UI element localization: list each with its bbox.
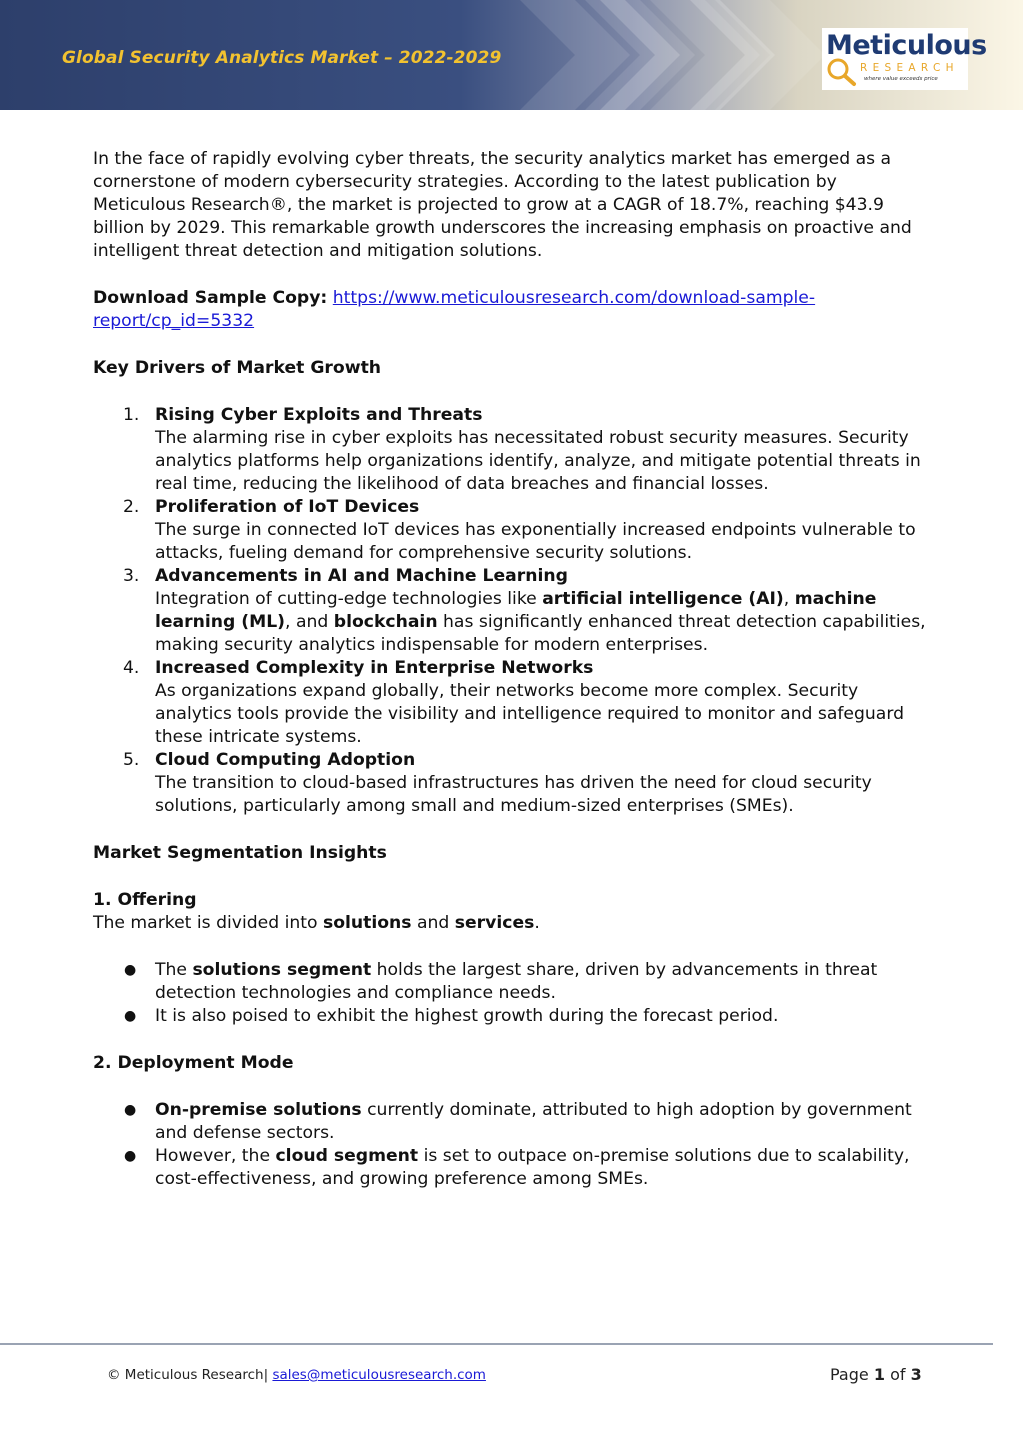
bullet-icon: ● — [124, 1102, 137, 1118]
driver-title: Rising Cyber Exploits and Threats — [155, 405, 483, 425]
document-body — [93, 148, 928, 1191]
page-number: Page 1 of 3 — [830, 1365, 922, 1384]
list-item: ● It is also poised to exhibit the highest growth during the forecast period. — [124, 1006, 779, 1026]
deployment-bullets — [93, 1099, 928, 1191]
footer-divider — [0, 1343, 993, 1345]
drivers-list — [93, 404, 928, 818]
download-sample-line — [93, 287, 928, 333]
driver-title: Cloud Computing Adoption — [155, 750, 416, 770]
driver-body: As organizations expand globally, their networks become more complex. Security analytics tools provide the visibility and intelligence required to monitor and safeguard these intricate systems. — [155, 681, 905, 747]
meticulous-research-logo — [822, 28, 987, 90]
magnifier-icon — [825, 57, 859, 87]
driver-body: The alarming rise in cyber exploits has necessitated robust security measures. Security analytics platforms help organizations identify, analyze, and mitigate potential threats in real time, reducing the likelihood of data breaches and financial losses. — [155, 428, 921, 494]
list-item: 3. Advancements in AI and Machine Learning Integration of cutting-edge technologies like artificial intelligence (AI), machine learning (ML), and blockchain has significantly enhanced threat detection capabilities, making security analytics indispensable for modern enterprises. — [123, 566, 926, 655]
list-item: ● On-premise solutions currently dominate, attributed to high adoption by government and defense sectors. — [124, 1100, 912, 1143]
driver-title: Proliferation of IoT Devices — [155, 497, 420, 517]
list-item: ● The solutions segment holds the largest share, driven by advancements in threat detection technologies and compliance needs. — [124, 960, 878, 1003]
list-item: 4. Increased Complexity in Enterprise Networks As organizations expand globally, their networks become more complex. Security analytics tools provide the visibility and intelligence required to monitor and safeguard these intricate systems. — [123, 658, 905, 747]
drivers-heading: Key Drivers of Market Growth — [93, 358, 382, 378]
list-item: 1. Rising Cyber Exploits and Threats The alarming rise in cyber exploits has necessitated robust security measures. Security analytics platforms help organizations identify, analyze, and mitigate potential threats in real time, reducing the likelihood of data breaches and financial losses. — [123, 405, 921, 494]
offering-intro: The market is divided into solutions and services. — [93, 913, 540, 933]
segmentation-heading: Market Segmentation Insights — [93, 843, 387, 863]
document-title: Global Security Analytics Market – 2022-2029 — [62, 48, 502, 68]
list-item: 2. Proliferation of IoT Devices The surge in connected IoT devices has exponentially increased endpoints vulnerable to attacks, fueling demand for comprehensive security solutions. — [123, 497, 916, 563]
deployment-heading: 2. Deployment Mode — [93, 1053, 294, 1073]
offering-heading: 1. Offering — [93, 890, 197, 910]
offering-bullets — [93, 959, 928, 1028]
list-item: 5. Cloud Computing Adoption The transition to cloud-based infrastructures has driven the need for cloud security solutions, particularly among small and medium-sized enterprises (SMEs). — [123, 750, 872, 816]
list-item: ● However, the cloud segment is set to outpace on-premise solutions due to scalability, cost-effectiveness, and growing preference among SMEs. — [124, 1146, 910, 1189]
download-label: Download Sample Copy: — [93, 288, 328, 308]
footer-copyright: © Meticulous Research| sales@meticulousresearch.com — [107, 1367, 486, 1383]
download-sample-link[interactable]: https://www.meticulousresearch.com/download-sample- report/cp_id=5332 — [93, 288, 816, 331]
driver-body: The transition to cloud-based infrastructures has driven the need for cloud security solutions, particularly among small and medium-sized enterprises (SMEs). — [155, 773, 872, 816]
footer-email-link[interactable]: sales@meticulousresearch.com — [272, 1367, 486, 1383]
header-banner — [0, 0, 1023, 110]
logo-name: Meticulous — [826, 30, 987, 61]
logo-subtitle: RESEARCH — [860, 62, 959, 74]
bullet-icon: ● — [124, 962, 137, 978]
intro-paragraph: In the face of rapidly evolving cyber threats, the security analytics market has emerged as a cornerstone of modern cybersecurity strategies. According to the latest publication by Meticulous Research®, the market is projected to grow at a CAGR of 18.7%, reaching $43.9 billion by 2029. This remarkable growth underscores the increasing emphasis on proactive and intelligent threat detection and mitigation solutions. — [93, 149, 912, 261]
bullet-icon: ● — [124, 1008, 137, 1024]
logo-tagline: where value exceeds price — [864, 76, 938, 82]
driver-title: Increased Complexity in Enterprise Networks — [155, 658, 594, 678]
driver-title: Advancements in AI and Machine Learning — [155, 566, 568, 586]
bullet-icon: ● — [124, 1148, 137, 1164]
driver-body: Integration of cutting-edge technologies like artificial intelligence (AI), machine learning (ML), and blockchain has significantly enhanced threat detection capabilities, making security analytics indispensable for modern enterprises. — [155, 589, 926, 655]
driver-body: The surge in connected IoT devices has exponentially increased endpoints vulnerable to attacks, fueling demand for comprehensive security solutions. — [155, 520, 916, 563]
